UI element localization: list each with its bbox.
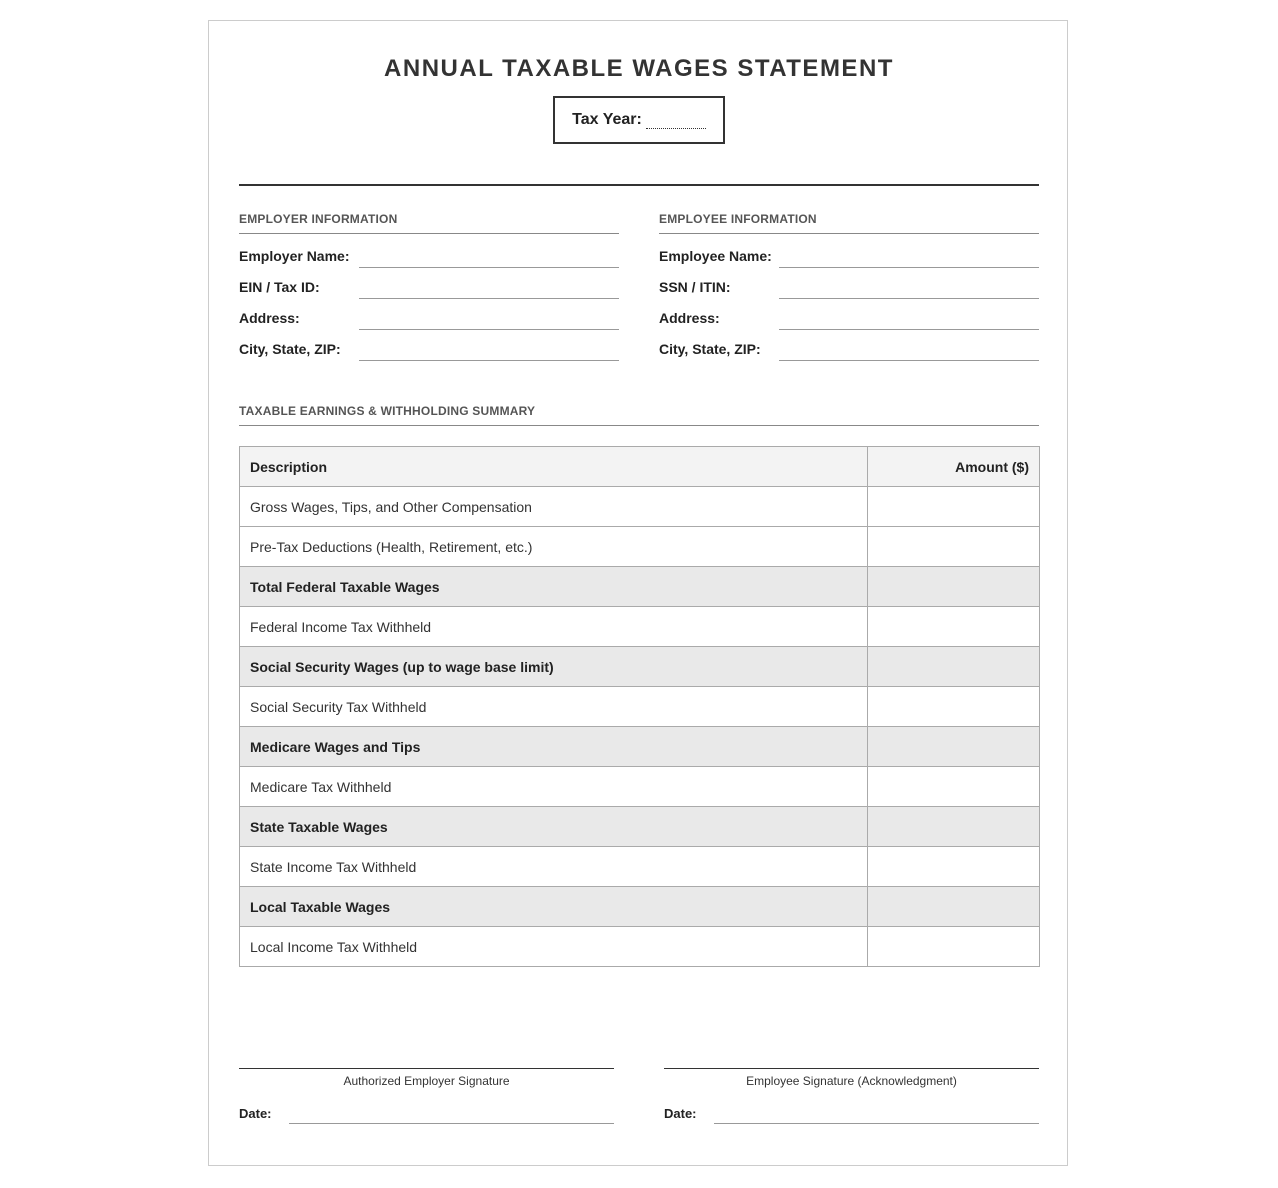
summary-row <box>240 527 1040 567</box>
summary-table <box>239 446 1040 967</box>
employee-address-row <box>659 306 1039 330</box>
employee-name-row <box>659 244 1039 268</box>
row-description: Social Security Tax Withheld <box>240 687 868 727</box>
employee-date-label: Date: <box>664 1106 697 1121</box>
employer-signature-line[interactable] <box>239 1068 614 1069</box>
employee-ssn-label: SSN / ITIN: <box>659 279 731 295</box>
employee-info-heading: EMPLOYEE INFORMATION <box>659 212 1039 234</box>
summary-row <box>240 927 1040 967</box>
row-description: Medicare Tax Withheld <box>240 767 868 807</box>
summary-header-row <box>240 447 1040 487</box>
tax-year-field[interactable] <box>646 116 706 129</box>
employer-city-label: City, State, ZIP: <box>239 341 341 357</box>
employee-name-field[interactable] <box>779 244 1039 268</box>
summary-subtotal-row <box>240 727 1040 767</box>
employer-info-heading: EMPLOYER INFORMATION <box>239 212 619 234</box>
summary-row <box>240 767 1040 807</box>
row-description: Local Income Tax Withheld <box>240 927 868 967</box>
tax-year-box <box>553 96 725 144</box>
employee-signature-line[interactable] <box>664 1068 1039 1069</box>
row-description: State Taxable Wages <box>240 807 868 847</box>
employer-address-field[interactable] <box>359 306 619 330</box>
employer-date-label: Date: <box>239 1106 272 1121</box>
employer-name-field[interactable] <box>359 244 619 268</box>
row-description: Gross Wages, Tips, and Other Compensation <box>240 487 868 527</box>
employer-address-row <box>239 306 619 330</box>
tax-year-label: Tax Year: <box>572 111 642 128</box>
document-title: ANNUAL TAXABLE WAGES STATEMENT <box>384 55 894 82</box>
statement-sheet <box>208 20 1068 1166</box>
row-description: Pre-Tax Deductions (Health, Retirement, etc.) <box>240 527 868 567</box>
employee-address-field[interactable] <box>779 306 1039 330</box>
employer-city-field[interactable] <box>359 337 619 361</box>
summary-row <box>240 607 1040 647</box>
row-amount-field[interactable] <box>868 847 1040 887</box>
row-amount-field[interactable] <box>868 607 1040 647</box>
employee-date-field[interactable] <box>714 1100 1039 1124</box>
row-amount-field[interactable] <box>868 687 1040 727</box>
employer-address-label: Address: <box>239 310 300 326</box>
header-divider <box>239 184 1039 186</box>
employee-address-label: Address: <box>659 310 720 326</box>
row-amount-field[interactable] <box>868 887 1040 927</box>
summary-row <box>240 687 1040 727</box>
summary-row <box>240 847 1040 887</box>
employer-ein-label: EIN / Tax ID: <box>239 279 320 295</box>
row-description: Medicare Wages and Tips <box>240 727 868 767</box>
employee-ssn-row <box>659 275 1039 299</box>
employer-city-row <box>239 337 619 361</box>
row-amount-field[interactable] <box>868 567 1040 607</box>
description-column-header: Description <box>240 447 868 487</box>
row-amount-field[interactable] <box>868 727 1040 767</box>
row-amount-field[interactable] <box>868 927 1040 967</box>
row-amount-field[interactable] <box>868 647 1040 687</box>
employer-ein-field[interactable] <box>359 275 619 299</box>
employee-signature-caption: Employee Signature (Acknowledgment) <box>746 1074 957 1088</box>
employer-signature-caption: Authorized Employer Signature <box>343 1074 510 1088</box>
employer-date-field[interactable] <box>289 1100 614 1124</box>
summary-body <box>240 487 1040 967</box>
employee-city-row <box>659 337 1039 361</box>
row-description: Social Security Wages (up to wage base limit) <box>240 647 868 687</box>
row-amount-field[interactable] <box>868 527 1040 567</box>
row-amount-field[interactable] <box>868 807 1040 847</box>
employee-city-label: City, State, ZIP: <box>659 341 761 357</box>
amount-column-header: Amount ($) <box>868 447 1040 487</box>
row-description: State Income Tax Withheld <box>240 847 868 887</box>
employee-city-field[interactable] <box>779 337 1039 361</box>
row-description: Total Federal Taxable Wages <box>240 567 868 607</box>
summary-subtotal-row <box>240 647 1040 687</box>
summary-row <box>240 487 1040 527</box>
employee-name-label: Employee Name: <box>659 248 772 264</box>
employer-name-row <box>239 244 619 268</box>
employee-ssn-field[interactable] <box>779 275 1039 299</box>
summary-heading: TAXABLE EARNINGS & WITHHOLDING SUMMARY <box>239 404 1039 426</box>
row-description: Local Taxable Wages <box>240 887 868 927</box>
employer-name-label: Employer Name: <box>239 248 350 264</box>
summary-subtotal-row <box>240 567 1040 607</box>
employer-ein-row <box>239 275 619 299</box>
row-amount-field[interactable] <box>868 487 1040 527</box>
summary-subtotal-row <box>240 887 1040 927</box>
row-amount-field[interactable] <box>868 767 1040 807</box>
row-description: Federal Income Tax Withheld <box>240 607 868 647</box>
summary-subtotal-row <box>240 807 1040 847</box>
